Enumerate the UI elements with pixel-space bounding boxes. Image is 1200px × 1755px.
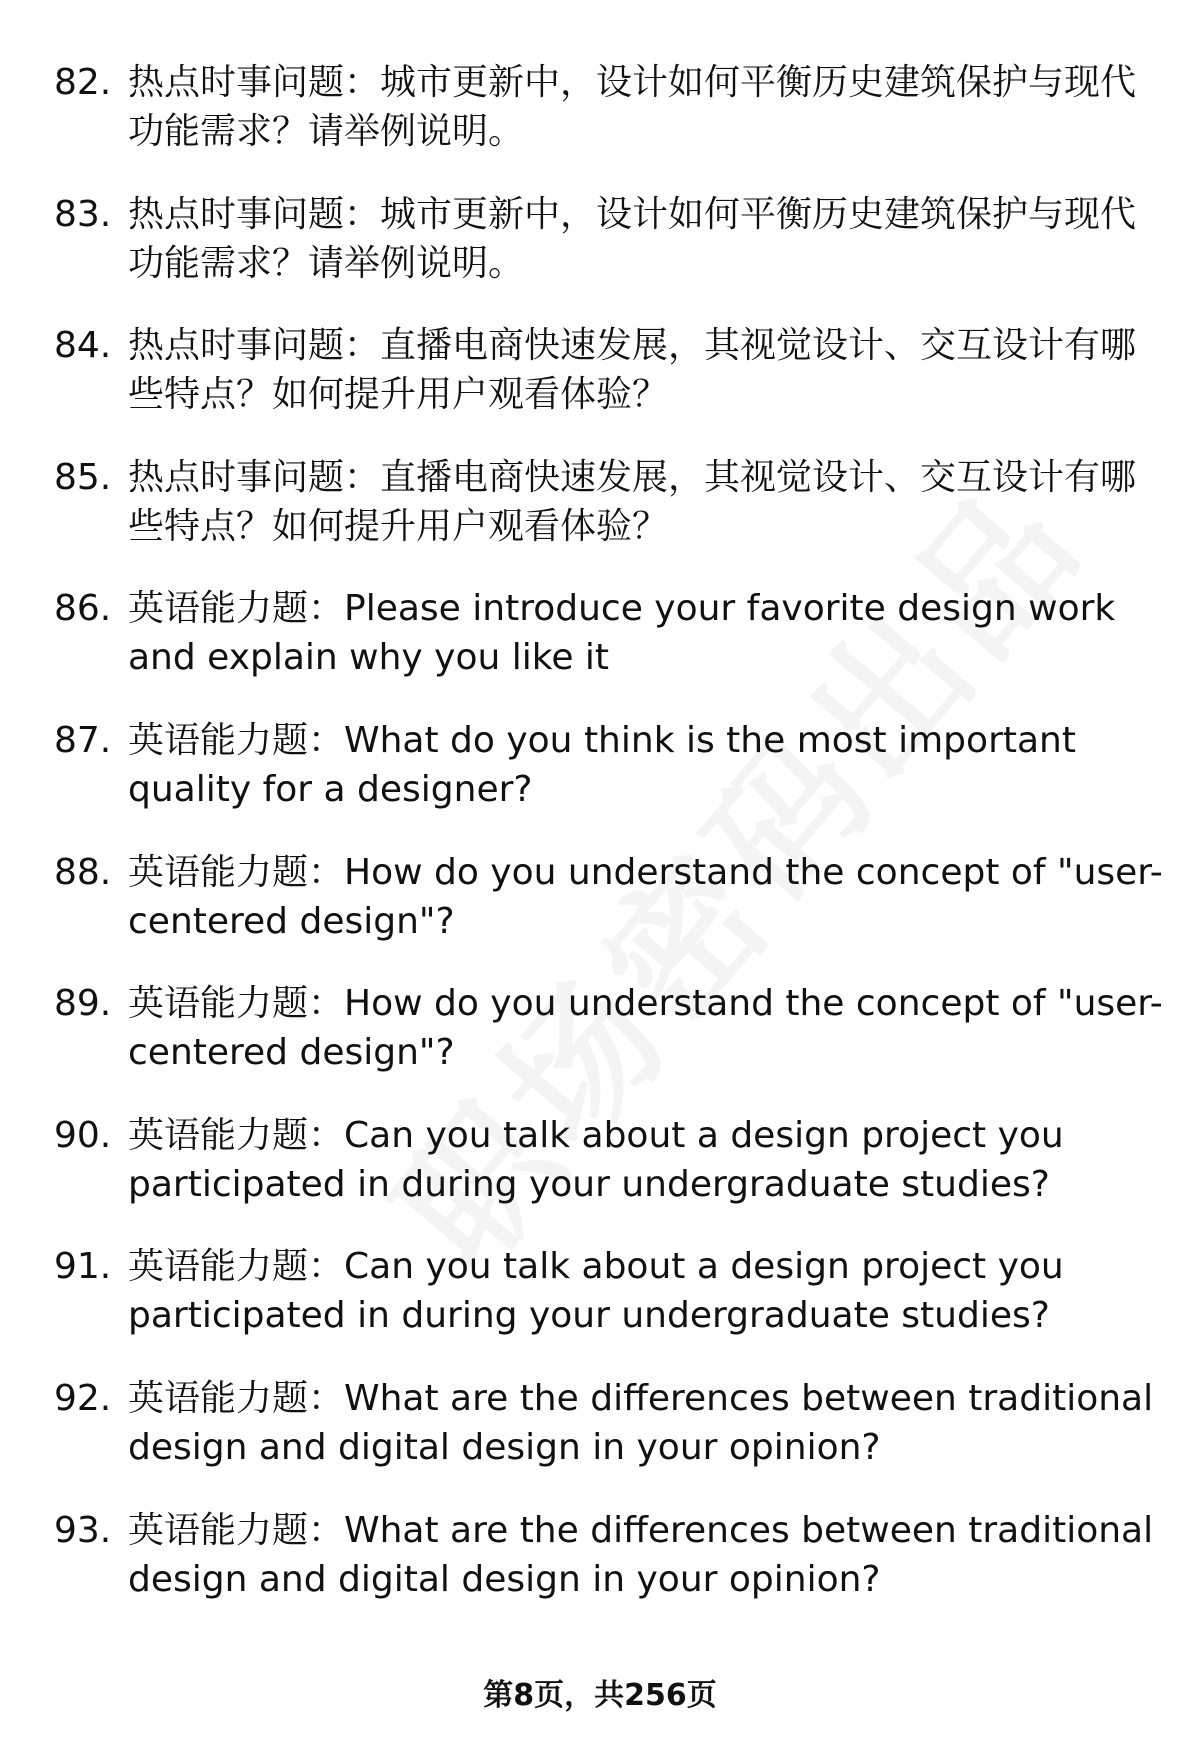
question-item (54, 321, 1164, 453)
question-number: 92. (54, 1377, 112, 1419)
question-text: 英语能力题：How do you understand the concept of "user-centered design"? (128, 851, 1163, 942)
question-item (54, 190, 1164, 322)
question-number: 87. (54, 719, 112, 761)
question-text: 英语能力题：Please introduce your favorite design work and explain why you like it (128, 588, 1116, 679)
question-item (54, 58, 1164, 190)
question-item (54, 848, 1164, 980)
question-number: 85. (54, 456, 112, 498)
question-item (54, 1242, 1164, 1374)
question-number: 82. (54, 62, 112, 103)
question-text: 英语能力题：What are the differences between traditional design and digital design in your opinion? (128, 1509, 1154, 1600)
question-text: 英语能力题：What are the differences between traditional design and digital design in your opinion? (128, 1377, 1154, 1468)
question-number: 91. (54, 1246, 112, 1288)
question-number: 84. (54, 325, 112, 367)
question-item (54, 979, 1164, 1111)
question-text: 热点时事问题：城市更新中，设计如何平衡历史建筑保护与现代功能需求？请举例说明。 (128, 62, 1137, 152)
question-item (54, 453, 1164, 585)
question-item (54, 1111, 1164, 1243)
question-number: 86. (54, 588, 112, 630)
question-text: 英语能力题：How do you understand the concept of "user-centered design"? (128, 983, 1163, 1074)
question-text: 热点时事问题：直播电商快速发展，其视觉设计、交互设计有哪些特点？如何提升用户观看体验？ (128, 325, 1137, 416)
question-number: 89. (54, 983, 112, 1025)
page-footer: 第8页，共256页 (483, 1678, 717, 1713)
question-item (54, 584, 1164, 716)
question-item (54, 1374, 1164, 1506)
question-item (54, 716, 1164, 848)
question-text: 热点时事问题：城市更新中，设计如何平衡历史建筑保护与现代功能需求？请举例说明。 (128, 193, 1137, 284)
question-number: 88. (54, 851, 112, 893)
question-text: 热点时事问题：直播电商快速发展，其视觉设计、交互设计有哪些特点？如何提升用户观看体验？ (128, 456, 1137, 547)
question-number: 93. (54, 1509, 112, 1551)
question-number: 90. (54, 1114, 112, 1156)
question-text: 英语能力题：What do you think is the most important quality for a designer? (128, 719, 1076, 810)
question-list (54, 58, 1164, 1637)
question-text: 英语能力题：Can you talk about a design project you participated in during your undergraduate studies? (128, 1246, 1064, 1337)
question-item (54, 1506, 1164, 1638)
question-number: 83. (54, 193, 112, 235)
question-text: 英语能力题：Can you talk about a design project you participated in during your undergraduate studies? (128, 1114, 1064, 1205)
